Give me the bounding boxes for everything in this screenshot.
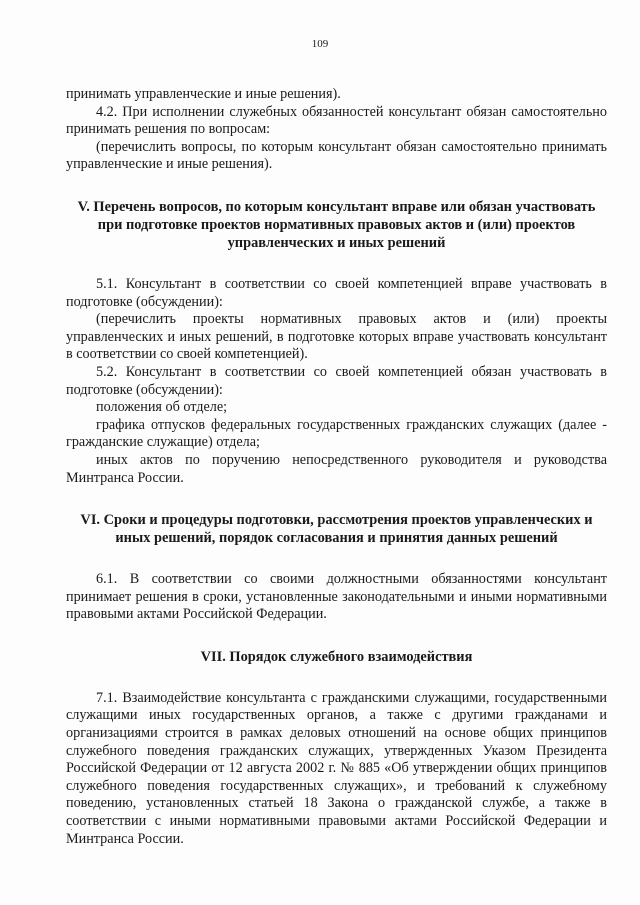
document-body — [66, 86, 607, 848]
paragraph-5-1-note: (перечислить проекты нормативных правовых актов и (или) проекты управленческих и иных решений, в подготовке которых вправе участвовать консультант в соответствии со своей компетенцией). — [66, 311, 607, 363]
paragraph-4-2: 4.2. При исполнении служебных обязанностей консультант обязан самостоятельно принимать решения по вопросам: — [66, 103, 607, 138]
paragraph-7-1: 7.1. Взаимодействие консультанта с гражданскими служащими, государственными служащими иных государственных органов, а также с другими гражданами и организациями строится в рамках деловых отношений на основе общих принципов служебного поведения гражданских служащих, утвержденных Указом Президента Российской Федерации от 12 августа 2002 г. № 885 «Об утверждении общих принципов служебного поведения государственных служащих», и требований к служебному поведению, установленных статьей 18 Закона о гражданской службе, а также в соответствии с иными нормативными правовыми актами Российской Федерации и Минтранса России. — [66, 689, 607, 847]
section-heading-v: V. Перечень вопросов, по которым консультант вправе или обязан участвовать при подготовке проектов нормативных правовых актов и (или) проектов управленческих и иных решений — [77, 198, 596, 251]
paragraph-5-1: 5.1. Консультант в соответствии со своей компетенцией вправе участвовать в подготовке (обсуждении): — [66, 275, 607, 310]
paragraph-5-2-item-a: положения об отделе; — [96, 399, 228, 416]
paragraph-5-2-item-b: графика отпусков федеральных государственных гражданских служащих (далее - гражданские служащие) отдела; — [66, 416, 607, 451]
section-heading-vi: VI. Сроки и процедуры подготовки, рассмотрения проектов управленческих и иных решений, порядок согласования и принятия данных решений — [80, 512, 593, 547]
paragraph-continuation: принимать управленческие и иные решения). — [66, 86, 341, 102]
paragraph-4-2-note: (перечислить вопросы, по которым консультант обязан самостоятельно принимать управленческие и иные решения). — [66, 138, 607, 173]
paragraph-5-2: 5.2. Консультант в соответствии со своей компетенцией обязан участвовать в подготовке (обсуждении): — [66, 363, 607, 398]
paragraph-5-2-item-c: иных актов по поручению непосредственного руководителя и руководства Минтранса России. — [66, 451, 607, 486]
page-number: 109 — [311, 38, 329, 50]
scan-speck — [71, 829, 72, 830]
section-heading-vii: VII. Порядок служебного взаимодействия — [200, 648, 473, 665]
paragraph-6-1: 6.1. В соответствии со своими должностными обязанностями консультант принимает решения в сроки, установленные законодательными и иными нормативными правовыми актами Российской Федерации. — [66, 571, 607, 623]
